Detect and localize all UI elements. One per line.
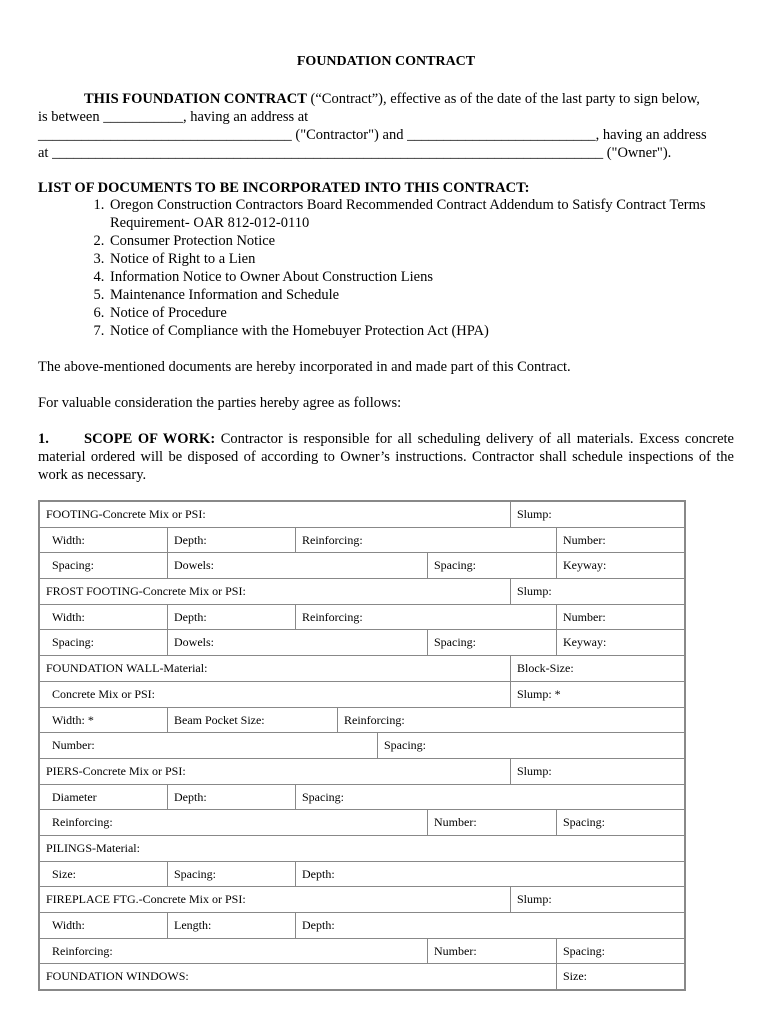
footing-spacing-field[interactable]: Spacing:	[52, 558, 94, 573]
section-text: Contractor is responsible for all scheduling delivery of all materials. Excess concrete material ordered will be disposed of according to Owner’s instructions. Contractor shall schedule inspections of the work as necessary.	[38, 431, 734, 483]
foundation-wall-number-field[interactable]: Number:	[52, 738, 95, 753]
fireplace-number-field[interactable]: Number:	[427, 939, 556, 964]
table-row	[40, 862, 684, 888]
table-row	[40, 579, 684, 605]
piers-reinforcing-field[interactable]: Reinforcing:	[52, 815, 113, 830]
table-row	[40, 656, 684, 682]
footing-mix-field[interactable]: FOOTING-Concrete Mix or PSI:	[46, 507, 206, 521]
foundation-spec-table	[38, 500, 686, 991]
consideration-paragraph: For valuable consideration the parties hereby agree as follows:	[38, 395, 402, 411]
table-row	[40, 913, 684, 939]
frost-footing-width-field[interactable]: Width:	[52, 609, 85, 624]
table-row	[40, 528, 684, 554]
incorporated-paragraph: The above-mentioned documents are hereby incorporated in and made part of this Contract.	[38, 359, 571, 375]
list-item: 4. Information Notice to Owner About Construction Liens	[108, 268, 734, 286]
fireplace-depth-field[interactable]: Depth:	[295, 913, 684, 938]
table-row	[40, 785, 684, 811]
table-row	[40, 810, 684, 836]
foundation-windows-size-field[interactable]: Size:	[556, 964, 684, 989]
intro-line-1-rest: (“Contract”), effective as of the date of the last party to sign below,	[306, 91, 700, 107]
section-heading: SCOPE OF WORK:	[84, 431, 216, 447]
footing-slump-field[interactable]: Slump:	[510, 502, 684, 527]
frost-footing-dowels-field[interactable]: Dowels:	[167, 630, 427, 655]
documents-list	[38, 196, 734, 340]
list-item: 3. Notice of Right to a Lien	[108, 250, 734, 268]
beam-pocket-size-field[interactable]: Beam Pocket Size:	[167, 708, 337, 733]
piers-number-field[interactable]: Number:	[427, 810, 556, 835]
table-row	[40, 939, 684, 965]
fireplace-reinforcing-field[interactable]: Reinforcing:	[52, 943, 113, 958]
pilings-size-field[interactable]: Size:	[52, 866, 76, 881]
table-row	[40, 708, 684, 734]
footing-keyway-field[interactable]: Keyway:	[556, 553, 684, 578]
pilings-spacing-field[interactable]: Spacing:	[167, 862, 295, 887]
footing-reinforcing-field[interactable]: Reinforcing:	[295, 528, 556, 553]
footing-number-field[interactable]: Number:	[556, 528, 684, 553]
table-row	[40, 553, 684, 579]
frost-footing-spacing-field[interactable]: Spacing:	[52, 635, 94, 650]
fireplace-mix-field[interactable]: FIREPLACE FTG.-Concrete Mix or PSI:	[46, 892, 246, 907]
documents-list-heading: LIST OF DOCUMENTS TO BE INCORPORATED INTO THIS CONTRACT:	[38, 180, 530, 196]
contract-intro	[38, 90, 734, 162]
foundation-wall-block-size-field[interactable]: Block-Size:	[510, 656, 684, 681]
foundation-wall-width-field[interactable]: Width: *	[52, 712, 94, 727]
list-item: 5. Maintenance Information and Schedule	[108, 286, 734, 304]
list-item: 6. Notice of Procedure	[108, 304, 734, 322]
table-row	[40, 836, 684, 862]
piers-mix-field[interactable]: PIERS-Concrete Mix or PSI:	[46, 763, 186, 778]
list-item: 7. Notice of Compliance with the Homebuyer Protection Act (HPA)	[108, 322, 734, 340]
frost-footing-slump-field[interactable]: Slump:	[510, 579, 684, 604]
foundation-windows-field[interactable]: FOUNDATION WINDOWS:	[46, 969, 189, 984]
intro-line-2: is between ___________, having an address at	[38, 109, 309, 125]
section-number: 1.	[38, 431, 49, 447]
frost-footing-dowel-spacing-field[interactable]: Spacing:	[427, 630, 556, 655]
intro-line-3: ___________________________________ ("Contractor") and __________________________, having an address	[38, 127, 707, 143]
table-row	[40, 964, 684, 989]
intro-line-1	[38, 90, 734, 108]
piers-slump-field[interactable]: Slump:	[510, 759, 684, 784]
list-item: 1. Oregon Construction Contractors Board Recommended Contract Addendum to Satisfy Contract Terms Requirement- OAR 812-012-0110	[108, 196, 734, 232]
frost-footing-keyway-field[interactable]: Keyway:	[556, 630, 684, 655]
foundation-wall-slump-field[interactable]: Slump: *	[510, 682, 684, 707]
footing-depth-field[interactable]: Depth:	[167, 528, 295, 553]
foundation-wall-mix-field[interactable]: Concrete Mix or PSI:	[52, 686, 155, 701]
fireplace-spacing-field[interactable]: Spacing:	[556, 939, 684, 964]
piers-depth-field[interactable]: Depth:	[167, 785, 295, 810]
piers-reinforcing-spacing-field[interactable]: Spacing:	[556, 810, 684, 835]
intro-bold-lead: THIS FOUNDATION CONTRACT	[84, 91, 307, 107]
fireplace-slump-field[interactable]: Slump:	[510, 887, 684, 912]
pilings-material-field[interactable]: PILINGS-Material:	[46, 840, 140, 855]
pilings-depth-field[interactable]: Depth:	[295, 862, 684, 887]
frost-footing-depth-field[interactable]: Depth:	[167, 605, 295, 630]
footing-width-field[interactable]: Width:	[52, 532, 85, 547]
table-row	[40, 605, 684, 631]
frost-footing-number-field[interactable]: Number:	[556, 605, 684, 630]
foundation-wall-reinforcing-field[interactable]: Reinforcing:	[337, 708, 684, 733]
table-row	[40, 887, 684, 913]
fireplace-width-field[interactable]: Width:	[52, 918, 85, 932]
foundation-wall-material-field[interactable]: FOUNDATION WALL-Material:	[46, 661, 208, 676]
frost-footing-reinforcing-field[interactable]: Reinforcing:	[295, 605, 556, 630]
footing-dowel-spacing-field[interactable]: Spacing:	[427, 553, 556, 578]
document-title: FOUNDATION CONTRACT	[296, 54, 476, 69]
piers-diameter-field[interactable]: Diameter	[52, 789, 97, 804]
scope-of-work-paragraph	[38, 430, 734, 484]
table-row	[40, 682, 684, 708]
table-row	[40, 502, 684, 528]
foundation-wall-spacing-field[interactable]: Spacing:	[377, 733, 684, 758]
footing-dowels-field[interactable]: Dowels:	[167, 553, 427, 578]
intro-line-4: at ____________________________________________________________________________ ("Owner").	[38, 145, 672, 161]
table-row	[40, 759, 684, 785]
frost-footing-mix-field[interactable]: FROST FOOTING-Concrete Mix or PSI:	[46, 584, 246, 599]
table-row	[40, 630, 684, 656]
fireplace-length-field[interactable]: Length:	[167, 913, 295, 938]
list-item: 2. Consumer Protection Notice	[108, 232, 734, 250]
table-row	[40, 733, 684, 759]
piers-spacing-field[interactable]: Spacing:	[295, 785, 684, 810]
